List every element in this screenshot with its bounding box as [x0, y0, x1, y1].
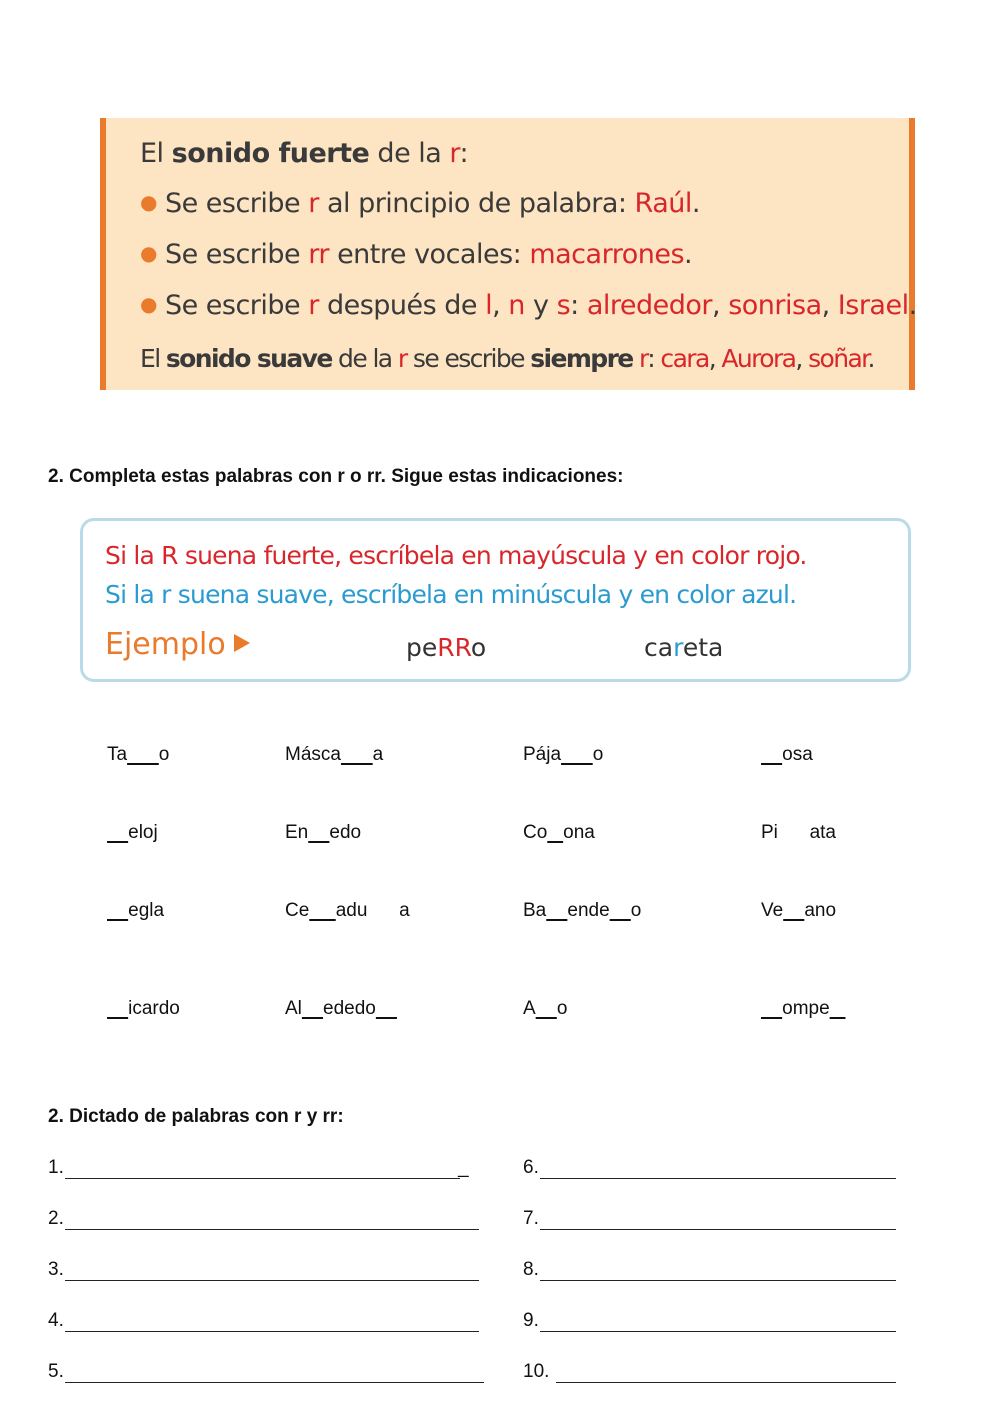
dictation-line[interactable] [556, 1382, 896, 1383]
dictation-line[interactable] [65, 1178, 460, 1179]
word-item[interactable]: Ve ano [761, 900, 837, 921]
bullet-icon: ● [140, 241, 157, 265]
dictation-trailing-mark: _ [458, 1157, 469, 1178]
dictation-line[interactable] [65, 1229, 479, 1230]
word-item[interactable]: Ta o [107, 744, 170, 765]
example-label: Ejemplo [105, 627, 250, 662]
dictation-number: 4. [48, 1310, 64, 1331]
word-item[interactable]: Másca a [285, 744, 384, 765]
word-item[interactable]: Co ona [523, 822, 595, 843]
word-item[interactable]: A o [523, 998, 568, 1019]
dictation-number: 9. [523, 1310, 539, 1331]
dictation-number: 6. [523, 1157, 539, 1178]
section-title-complete: 2. Completa estas palabras con r o rr. Sigue estas indicaciones: [48, 466, 624, 487]
instruction-box [80, 518, 911, 682]
dictation-line[interactable] [65, 1331, 479, 1332]
word-item[interactable]: En edo [285, 822, 362, 843]
dictation-line[interactable] [540, 1229, 896, 1230]
instruction-strong: Si la R suena fuerte, escríbela en mayúscula y en color rojo. [105, 541, 807, 570]
dictation-line[interactable] [540, 1178, 896, 1179]
section-title-dictation: 2. Dictado de palabras con r y rr: [48, 1106, 344, 1127]
bullet-icon: ● [140, 190, 157, 214]
dictation-number: 3. [48, 1259, 64, 1280]
dictation-line[interactable] [540, 1331, 896, 1332]
word-item[interactable]: Ce adu a [285, 900, 410, 921]
dictation-line[interactable] [65, 1382, 484, 1383]
word-item[interactable]: ompe [782, 998, 830, 1019]
rule-line-soft: El sonido suave de la r se escribe siempre r: cara, Aurora, soñar. [140, 344, 874, 373]
bullet-icon: ● [140, 292, 157, 316]
word-item[interactable]: Pája o [523, 744, 604, 765]
word-item[interactable]: egla [128, 900, 165, 921]
dictation-number: 8. [523, 1259, 539, 1280]
dictation-line[interactable] [540, 1280, 896, 1281]
rule-box [100, 118, 915, 390]
dictation-number: 7. [523, 1208, 539, 1229]
word-item[interactable]: Pi ata [761, 822, 836, 843]
instruction-soft: Si la r suena suave, escríbela en minúscula y en color azul. [105, 580, 797, 609]
example-strong-word: peRRo [406, 633, 487, 662]
word-item[interactable]: icardo [128, 998, 180, 1019]
dictation-number: 5. [48, 1361, 64, 1382]
dictation-number: 1. [48, 1157, 64, 1178]
rule-title: El sonido fuerte de la r: [140, 138, 469, 169]
word-item[interactable]: Ba ende o [523, 900, 642, 921]
dictation-number: 10. [523, 1361, 550, 1382]
rule-line-1: ● Se escribe r al principio de palabra: Raúl. [140, 188, 700, 219]
word-item[interactable]: Al ededo [285, 998, 376, 1019]
rule-line-3: ● Se escribe r después de l, n y s: alrededor, sonrisa, Israel. [140, 290, 917, 321]
dictation-number: 2. [48, 1208, 64, 1229]
rule-line-2: ● Se escribe rr entre vocales: macarrones. [140, 239, 693, 270]
play-triangle-icon [234, 634, 250, 652]
dictation-line[interactable] [65, 1280, 479, 1281]
example-soft-word: careta [644, 633, 724, 662]
word-item[interactable]: eloj [128, 822, 158, 843]
word-item[interactable]: osa [782, 744, 813, 765]
